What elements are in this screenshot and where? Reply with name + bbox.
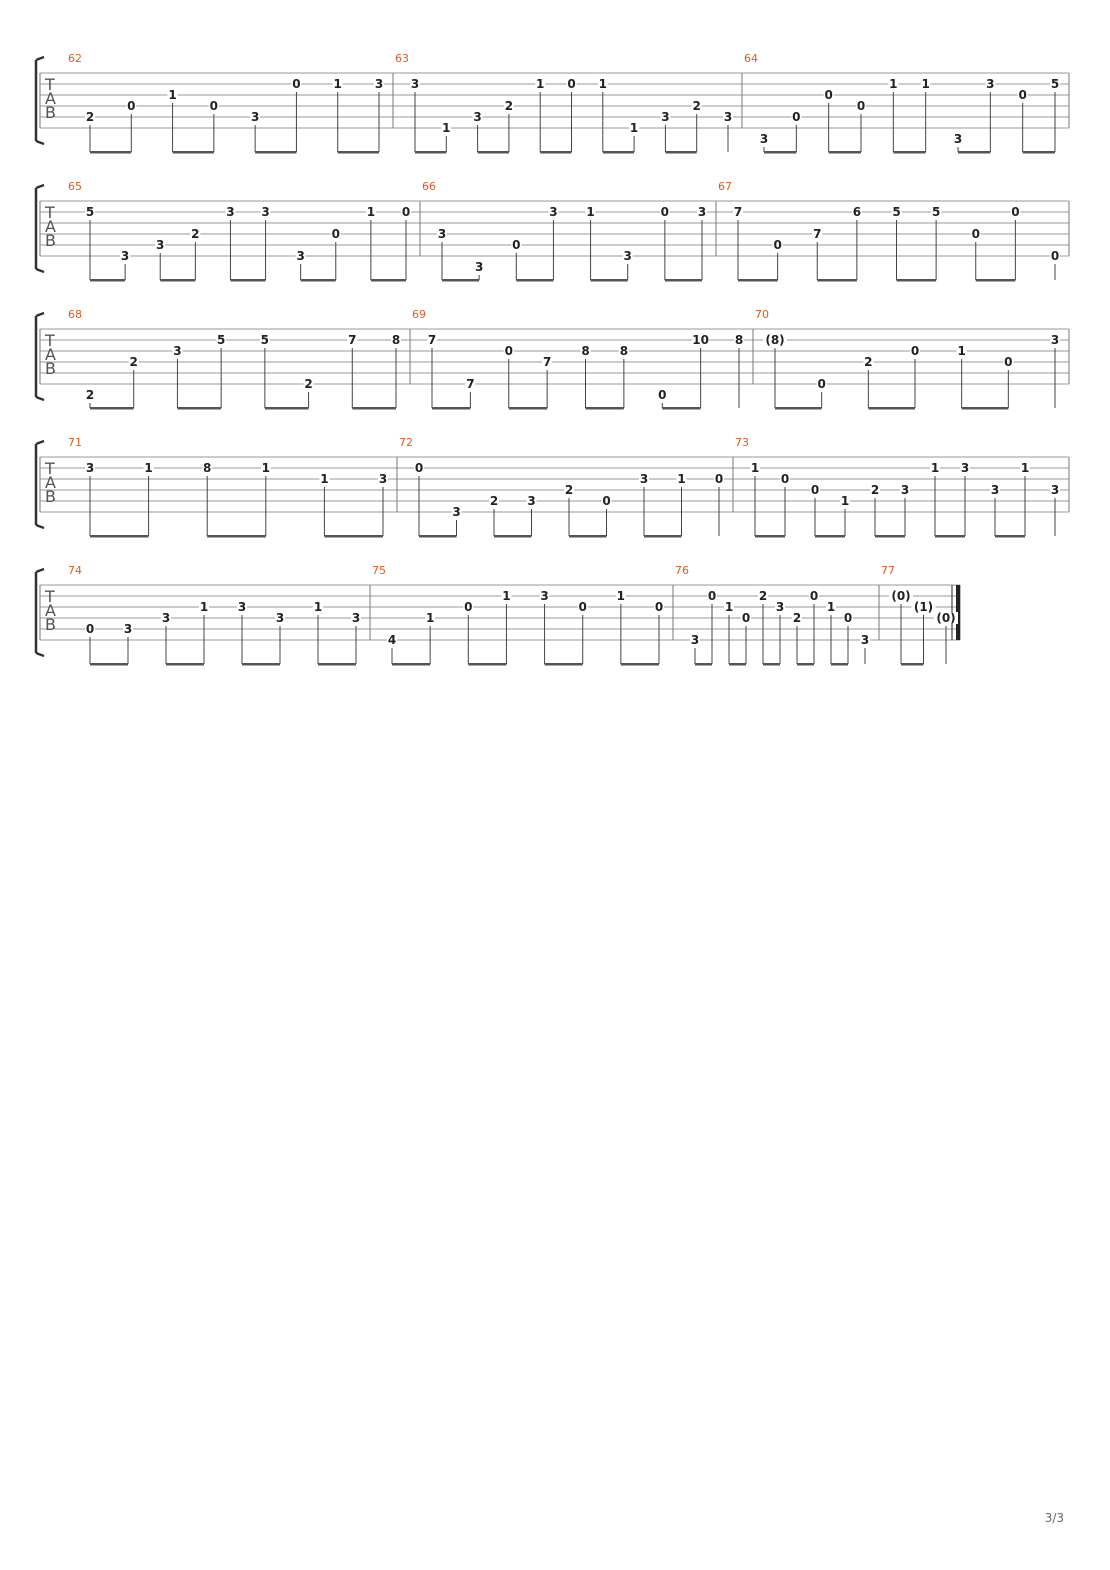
measure-number: 68 (68, 308, 82, 321)
fret-number: 0 (209, 99, 219, 113)
fret-number: 3 (540, 589, 549, 603)
fret-number: 3 (237, 600, 247, 614)
note-beam (665, 151, 696, 154)
note-beam (160, 279, 195, 282)
note-beam (901, 663, 924, 666)
fret-number: 1 (598, 77, 607, 91)
fret-number: 0 (1050, 249, 1060, 263)
note-beam (738, 279, 778, 282)
note-beam (644, 535, 682, 538)
fret-number: 3 (960, 461, 970, 475)
fret-number: 1 (425, 611, 435, 625)
fret-number: 1 (629, 121, 639, 135)
note-beam (540, 151, 571, 154)
fret-number: 5 (85, 205, 95, 219)
fret-number: 0 (602, 494, 611, 508)
fret-number: 8 (203, 461, 212, 475)
note-beam (775, 407, 822, 410)
note-beam (665, 279, 702, 282)
tab-clef-letter: T (45, 331, 55, 350)
note-beam (352, 407, 396, 410)
fret-number: 1 (1020, 461, 1030, 475)
fret-number: 5 (892, 205, 901, 219)
fret-number: 2 (870, 483, 880, 497)
fret-number: 7 (733, 205, 743, 219)
fret-number: 0 (401, 205, 411, 219)
fret-number: 3 (775, 600, 785, 614)
note-beam (603, 151, 634, 154)
measure-number: 71 (68, 436, 82, 449)
note-beam (509, 407, 547, 410)
note-beam (897, 279, 937, 282)
fret-number: 2 (129, 355, 138, 369)
fret-number: 0 (292, 77, 301, 91)
note-beam (90, 279, 125, 282)
fret-number: 7 (348, 333, 357, 347)
note-beam (90, 663, 128, 666)
fret-number: 3 (156, 238, 165, 252)
note-beam (468, 663, 506, 666)
note-beam (763, 663, 780, 666)
fret-number: 1 (750, 461, 760, 475)
note-beam (90, 407, 134, 410)
note-beam (893, 151, 925, 154)
fret-number: 0 (1011, 205, 1020, 219)
note-beam (695, 663, 712, 666)
fret-number: 0 (464, 600, 473, 614)
tab-system (36, 436, 1069, 538)
fret-number: 0 (792, 110, 801, 124)
fret-number: 2 (191, 227, 200, 241)
fret-number: 0 (1018, 88, 1027, 102)
note-beam (265, 407, 309, 410)
fret-number: 2 (758, 589, 768, 603)
fret-number: 1 (957, 344, 966, 358)
fret-number: 3 (261, 205, 270, 219)
fret-number: 3 (639, 472, 649, 486)
note-beam (755, 535, 785, 538)
fret-number: 0 (127, 99, 136, 113)
fret-number: 3 (1050, 483, 1060, 497)
fret-number: 0 (1004, 355, 1013, 369)
note-beam (935, 535, 965, 538)
fret-number: 2 (85, 388, 95, 402)
note-beam (301, 279, 336, 282)
tab-clef-letter: T (45, 587, 55, 606)
fret-number: (0) (936, 611, 956, 625)
fret-number: 5 (931, 205, 941, 219)
note-beam (90, 535, 149, 538)
fret-number: 0 (824, 88, 833, 102)
fret-number: (0) (891, 589, 911, 603)
fret-number: 0 (567, 77, 576, 91)
fret-number: 0 (578, 600, 587, 614)
fret-number: 3 (759, 132, 769, 146)
fret-number: 3 (120, 249, 130, 263)
fret-number: 3 (697, 205, 707, 219)
fret-number: 0 (809, 589, 819, 603)
fret-number: 0 (741, 611, 751, 625)
fret-number: 1 (442, 121, 451, 135)
note-beam (958, 151, 990, 154)
fret-number: 3 (549, 205, 558, 219)
measure-number: 75 (372, 564, 386, 577)
page-number: 3/3 (1044, 1511, 1064, 1525)
measure-number: 76 (675, 564, 689, 577)
note-beam (230, 279, 265, 282)
fret-number: (8) (765, 333, 785, 347)
tab-clef-letter: A (45, 473, 56, 492)
fret-number: 3 (296, 249, 305, 263)
fret-number: 1 (320, 472, 329, 486)
fret-number: 7 (466, 377, 475, 391)
tab-clef-letter: A (45, 601, 56, 620)
fret-number: 4 (387, 633, 397, 647)
measure-number: 70 (755, 308, 769, 321)
measure-number: 62 (68, 52, 82, 65)
fret-number: 0 (660, 205, 670, 219)
fret-number: 1 (826, 600, 836, 614)
note-beam (817, 279, 857, 282)
fret-number: 1 (840, 494, 850, 508)
fret-number: 1 (677, 472, 686, 486)
fret-number: 1 (616, 589, 626, 603)
fret-number: 1 (199, 600, 209, 614)
fret-number: 0 (910, 344, 920, 358)
fret-number: 1 (313, 600, 323, 614)
fret-number: 3 (661, 110, 670, 124)
tab-clef-letter: B (45, 231, 56, 250)
note-beam (207, 535, 266, 538)
fret-number: 5 (1050, 77, 1060, 91)
fret-number: 0 (810, 483, 820, 497)
fret-number: 7 (542, 355, 552, 369)
note-beam (962, 407, 1009, 410)
fret-number: 0 (817, 377, 826, 391)
fret-number: 3 (723, 110, 733, 124)
fret-number: 3 (527, 494, 536, 508)
fret-number: 7 (813, 227, 822, 241)
fret-number: 1 (366, 205, 376, 219)
note-beam (621, 663, 659, 666)
fret-number: 0 (658, 388, 667, 402)
fret-number: 0 (707, 589, 717, 603)
tab-clef-letter: B (45, 615, 56, 634)
fret-number: 3 (953, 132, 963, 146)
fret-number: 2 (504, 99, 514, 113)
note-beam (591, 279, 628, 282)
note-beam (419, 535, 457, 538)
fret-number: 3 (410, 77, 420, 91)
fret-number: 3 (161, 611, 171, 625)
note-beam (415, 151, 446, 154)
fret-number: 0 (414, 461, 424, 475)
fret-number: 1 (168, 88, 177, 102)
fret-number: 2 (864, 355, 873, 369)
fret-number: 3 (900, 483, 910, 497)
fret-number: 1 (921, 77, 930, 91)
tab-clef-letter: T (45, 459, 55, 478)
fret-number: 0 (504, 344, 513, 358)
note-beam (90, 151, 131, 154)
note-beam (173, 151, 214, 154)
fret-number: 3 (437, 227, 447, 241)
note-beam (797, 663, 814, 666)
fret-number: 3 (986, 77, 995, 91)
note-beam (569, 535, 607, 538)
fret-number: 3 (374, 77, 384, 91)
measure-number: 64 (744, 52, 758, 65)
tab-system (36, 52, 1069, 154)
fret-number: 3 (250, 110, 260, 124)
fret-number: 3 (275, 611, 285, 625)
note-beam (764, 151, 796, 154)
tab-system (36, 308, 1069, 410)
note-beam (516, 279, 553, 282)
fret-number: 1 (889, 77, 898, 91)
note-beam (995, 535, 1025, 538)
note-beam (1023, 151, 1055, 154)
fret-number: 2 (692, 99, 701, 113)
note-beam (586, 407, 624, 410)
note-beam (432, 407, 470, 410)
fret-number: 0 (654, 600, 664, 614)
tab-system (36, 564, 960, 666)
note-beam (545, 663, 583, 666)
fret-number: 7 (427, 333, 437, 347)
tab-clef-letter: T (45, 203, 55, 222)
note-beam (829, 151, 861, 154)
fret-number: 3 (474, 260, 484, 274)
fret-number: 0 (85, 622, 95, 636)
fret-number: 3 (85, 461, 95, 475)
note-beam (318, 663, 356, 666)
fret-number: 1 (586, 205, 595, 219)
note-beam (338, 151, 379, 154)
measure-number: 66 (422, 180, 436, 193)
note-beam (831, 663, 848, 666)
fret-number: 2 (489, 494, 499, 508)
note-beam (875, 535, 905, 538)
fret-number: 3 (123, 622, 133, 636)
note-beam (177, 407, 221, 410)
fret-number: 0 (971, 227, 980, 241)
fret-number: 6 (852, 205, 862, 219)
fret-number: 3 (1050, 333, 1060, 347)
fret-number: 1 (536, 77, 545, 91)
fret-number: 8 (391, 333, 401, 347)
tab-clef-letter: B (45, 487, 56, 506)
fret-number: 3 (378, 472, 388, 486)
measure-number: 77 (881, 564, 895, 577)
fret-number: 8 (581, 344, 590, 358)
fret-number: 2 (85, 110, 95, 124)
tab-clef-letter: A (45, 217, 56, 236)
fret-number: 5 (216, 333, 226, 347)
tab-clef-letter: B (45, 103, 56, 122)
fret-number: 1 (502, 589, 511, 603)
fret-number: 0 (714, 472, 724, 486)
note-beam (976, 279, 1016, 282)
fret-number: 8 (734, 333, 744, 347)
note-beam (729, 663, 746, 666)
note-beam (371, 279, 406, 282)
fret-number: 3 (473, 110, 482, 124)
note-beam (478, 151, 509, 154)
measure-number: 74 (68, 564, 82, 577)
tab-clef-letter: B (45, 359, 56, 378)
fret-number: 1 (724, 600, 734, 614)
fret-number: 2 (564, 483, 574, 497)
fret-number: 0 (856, 99, 866, 113)
note-beam (324, 535, 383, 538)
fret-number: 1 (261, 461, 270, 475)
note-beam (255, 151, 296, 154)
fret-number: 3 (452, 505, 461, 519)
fret-number: 10 (692, 333, 709, 347)
fret-number: (1) (913, 600, 934, 614)
note-beam (392, 663, 430, 666)
note-beam (166, 663, 204, 666)
fret-number: 3 (860, 633, 870, 647)
fret-number: 8 (619, 344, 629, 358)
fret-number: 0 (331, 227, 340, 241)
measure-number: 67 (718, 180, 732, 193)
note-beam (442, 279, 479, 282)
fret-number: 1 (144, 461, 153, 475)
note-beam (494, 535, 532, 538)
measure-number: 73 (735, 436, 749, 449)
fret-number: 5 (260, 333, 270, 347)
fret-number: 1 (333, 77, 342, 91)
fret-number: 3 (690, 633, 700, 647)
tab-clef-letter: A (45, 345, 56, 364)
fret-number: 0 (512, 238, 521, 252)
measure-number: 63 (395, 52, 409, 65)
note-beam (868, 407, 915, 410)
fret-number: 0 (773, 238, 782, 252)
note-beam (815, 535, 845, 538)
note-beam (242, 663, 280, 666)
fret-number: 1 (930, 461, 940, 475)
tab-clef-letter: T (45, 75, 55, 94)
fret-number: 2 (792, 611, 802, 625)
fret-number: 0 (780, 472, 790, 486)
measure-number: 72 (399, 436, 413, 449)
fret-number: 3 (990, 483, 1000, 497)
fret-number: 2 (304, 377, 313, 391)
fret-number: 3 (226, 205, 235, 219)
measure-number: 65 (68, 180, 82, 193)
tab-clef-letter: A (45, 89, 56, 108)
measure-number: 69 (412, 308, 426, 321)
fret-number: 3 (623, 249, 632, 263)
note-beam (662, 407, 700, 410)
tab-system (36, 180, 1069, 282)
fret-number: 0 (843, 611, 853, 625)
fret-number: 3 (351, 611, 361, 625)
fret-number: 3 (173, 344, 182, 358)
